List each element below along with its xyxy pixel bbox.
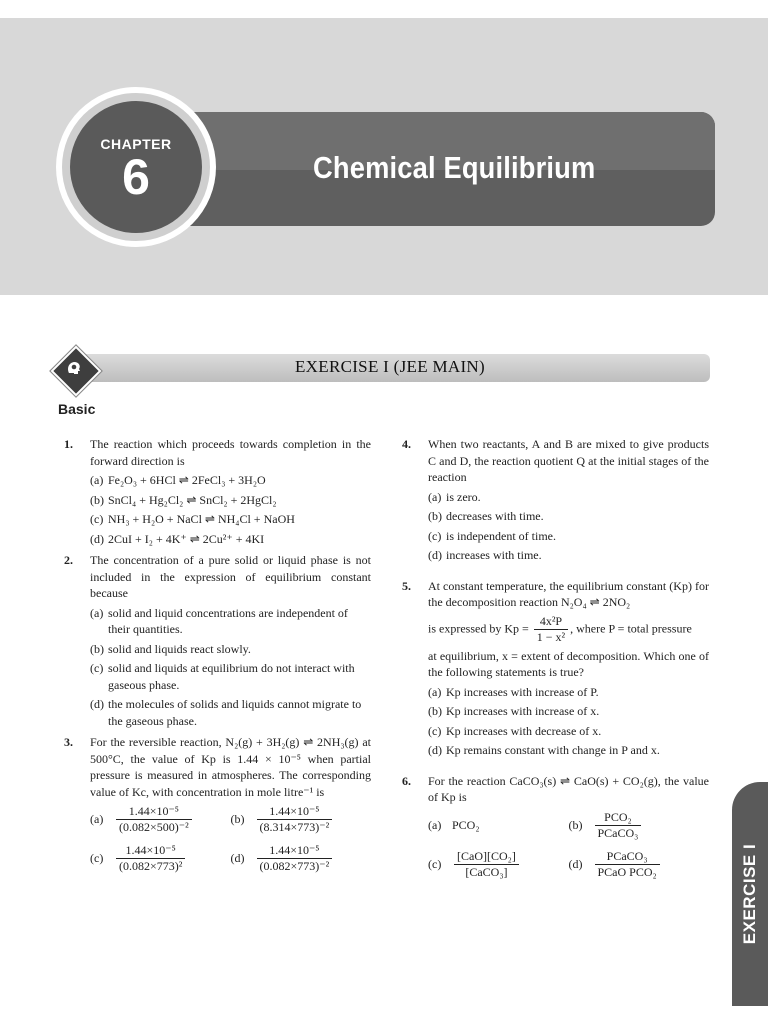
question-number: 6.: [402, 773, 411, 788]
question-2: [64, 552, 371, 729]
left-column: [64, 436, 371, 887]
option-b: (b) $\frac{\text{1.44×10⁻⁵}}{\text{(8.314×773)⁻²}}$: [231, 804, 372, 835]
question-number: 2.: [64, 553, 73, 567]
question-number: 4.: [402, 437, 411, 451]
section-heading: Basic: [58, 401, 96, 417]
option-a: (a) is zero.: [428, 489, 481, 504]
exercise-side-tab-label: EXERCISE I: [740, 843, 760, 945]
option-a: (a) PCO₂: [428, 817, 480, 832]
question-text: For the reversible reaction, N₂(g) + 3H₂(g) ⇌ 2NH₃(g) at 500°C, the value of Kp is 1.44 × 10⁻⁵ when partial pressure is measured in atmospheres. The corresponding value of Kc, with concentration in mole litre⁻¹ is: [90, 735, 371, 799]
option-c: (c) NH₃ + H₂O + NaCl ⇌ NH₄Cl + NaOH: [90, 512, 295, 526]
option-a: (a) solid and liquid concentrations are independent of their quantities.: [90, 605, 348, 636]
question-text: For the reaction CaCO₃(s) ⇌ CaO(s) + CO₂(g), the value of Kp is: [428, 773, 709, 804]
option-c: (c) solid and liquids at equilibrium do not interact with gaseous phase.: [90, 661, 355, 692]
kp-expression: is expressed by Kp = $\frac{\text{4x²P}}{\text{1 − x²}}$ , where P = total pressure: [428, 613, 692, 644]
options-grid: [90, 804, 371, 882]
option-d: (d) $\frac{\text{PCaCO₃}}{\text{PCaO PCO₂}}$: [569, 849, 710, 880]
options-grid: [428, 810, 709, 888]
question-text: The concentration of a pure solid or liquid phase is not included in the expression of equilibrium constant because: [90, 553, 371, 600]
option-d: (d) $\frac{\text{1.44×10⁻⁵}}{\text{(0.082×773)⁻²}}$: [231, 843, 372, 874]
question-number: 3.: [64, 735, 73, 749]
question-text: The reaction which proceeds towards completion in the forward direction is: [90, 437, 371, 468]
question-number: 1.: [64, 437, 73, 451]
question-number: 5.: [402, 578, 411, 593]
option-c: (c) $\frac{\text{[CaO][CO₂]}}{\text{[CaCO₃]}}$: [428, 849, 569, 880]
question-1: [64, 436, 371, 547]
option-d: (d) the molecules of solids and liquids cannot migrate to the gaseous phase.: [90, 697, 362, 728]
option-d: (d) 2CuI + I₂ + 4K⁺ ⇌ 2Cu²⁺ + 4KI: [90, 531, 265, 546]
chapter-number: 6: [122, 149, 150, 205]
option-c: (c) Kp increases with decrease of x.: [428, 723, 602, 738]
question-3: [64, 734, 371, 882]
question-6: [402, 773, 709, 888]
option-d: (d) Kp remains constant with change in P and x.: [428, 743, 660, 757]
right-column: [402, 436, 709, 893]
option-b: (b) SnCl₄ + Hg₂Cl₂ ⇌ SnCl₂ + 2HgCl₂: [90, 492, 277, 507]
option-b: (b) $\frac{\text{PCO₂}}{\text{PCaCO₃}}$: [569, 810, 710, 841]
option-b: (b) Kp increases with increase of x.: [428, 704, 600, 718]
chapter-label: CHAPTER: [100, 136, 172, 152]
option-c: (c) $\frac{\text{1.44×10⁻⁵}}{\text{(0.082×773)²}}$: [90, 843, 231, 874]
option-a: (a) Kp increases with increase of P.: [428, 684, 599, 699]
option-a: (a) $\frac{\text{1.44×10⁻⁵}}{\text{(0.082×500)⁻²}}$: [90, 804, 231, 835]
question-4: [402, 436, 709, 564]
chapter-title: Chemical Equilibrium: [313, 150, 596, 185]
brain-head-icon: [52, 347, 96, 391]
option-b: (b) solid and liquids react slowly.: [90, 641, 251, 656]
option-a: (a) Fe₂O₃ + 6HCl ⇌ 2FeCl₃ + 3H₂O: [90, 473, 266, 487]
option-c: (c) is independent of time.: [428, 528, 556, 543]
question-text: When two reactants, A and B are mixed to give products C and D, the reaction quotient Q at the initial stages of the reaction: [428, 437, 709, 484]
option-b: (b) decreases with time.: [428, 509, 544, 523]
exercise-title: EXERCISE I (JEE MAIN): [295, 357, 485, 376]
question-5: [402, 578, 709, 759]
option-d: (d) increases with time.: [428, 548, 542, 562]
question-text-continued: at equilibrium, x = extent of decomposition. Which one of the following statements is true?: [428, 648, 709, 679]
question-text: At constant temperature, the equilibrium constant (Kp) for the decomposition reaction N₂O₄ ⇌ 2NO₂: [428, 578, 709, 609]
